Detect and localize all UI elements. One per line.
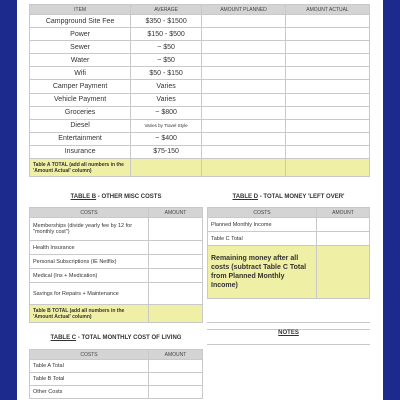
amount-actual-cell[interactable] — [286, 106, 370, 119]
average-value: Varies by Travel Style — [131, 119, 202, 132]
table-b-title-prefix: TABLE B — [70, 194, 97, 200]
amount-cell[interactable] — [149, 241, 203, 255]
table-row — [30, 54, 370, 67]
table-a-total-actual-cell[interactable] — [286, 159, 370, 177]
cost-label: Medical (Ins + Medication) — [30, 269, 149, 283]
cost-label: Other Costs — [30, 386, 149, 399]
item-label: Power — [30, 28, 131, 41]
table-row — [30, 218, 203, 241]
average-value: ~ $800 — [131, 106, 202, 119]
table-d-total-row — [208, 246, 370, 299]
table-b-header-amount: AMOUNT — [149, 208, 203, 218]
amount-cell[interactable] — [149, 283, 203, 305]
average-value: $350 - $1500 — [131, 15, 202, 28]
cost-label: Personal Subscriptions (IE Netflix) — [30, 255, 149, 269]
amount-cell[interactable] — [149, 255, 203, 269]
amount-actual-cell[interactable] — [286, 132, 370, 145]
item-label: Camper Payment — [30, 80, 131, 93]
table-c-title-prefix: TABLE C — [50, 335, 77, 341]
cost-label: Planned Monthly Income — [208, 218, 317, 232]
amount-actual-cell[interactable] — [286, 67, 370, 80]
budget-worksheet-page — [17, 0, 383, 400]
table-a-total-label: Table A TOTAL (add all numbers in the 'Amount Actual' column) — [30, 159, 131, 177]
average-value: ~ $50 — [131, 54, 202, 67]
table-b-title — [29, 194, 203, 200]
table-row — [30, 119, 370, 132]
item-label: Vehicle Payment — [30, 93, 131, 106]
table-row — [30, 93, 370, 106]
average-value: $75-150 — [131, 145, 202, 158]
average-value: $150 - $500 — [131, 28, 202, 41]
amount-planned-cell[interactable] — [201, 119, 285, 132]
table-a-header-amount-actual: AMOUNT ACTUAL — [286, 5, 370, 15]
table-b-total-row — [30, 305, 203, 323]
table-d-header-amount: AMOUNT — [317, 208, 370, 218]
table-row — [30, 80, 370, 93]
amount-actual-cell[interactable] — [286, 80, 370, 93]
amount-actual-cell[interactable] — [286, 54, 370, 67]
table-c-header-row — [30, 350, 203, 360]
notes-area[interactable] — [207, 344, 370, 400]
amount-planned-cell[interactable] — [201, 80, 285, 93]
table-row — [30, 269, 203, 283]
item-label: Entertainment — [30, 132, 131, 145]
table-d-total-label: Remaining money after all costs (subtract Table C Total from Planned Monthly Income) — [208, 246, 317, 299]
table-row — [30, 360, 203, 373]
item-label: Diesel — [30, 119, 131, 132]
table-b-header-costs: COSTS — [30, 208, 149, 218]
table-row — [30, 255, 203, 269]
table-row — [30, 67, 370, 80]
amount-cell[interactable] — [149, 218, 203, 241]
amount-cell[interactable] — [317, 218, 370, 232]
table-row — [30, 145, 370, 158]
table-a-header-item: ITEM — [30, 5, 131, 15]
table-d-title-prefix: TABLE D — [232, 194, 259, 200]
amount-planned-cell[interactable] — [201, 132, 285, 145]
amount-planned-cell[interactable] — [201, 93, 285, 106]
cost-label: Savings for Repairs + Maintenance — [30, 283, 149, 305]
cost-label: Health Insurance — [30, 241, 149, 255]
table-a-total-row — [30, 159, 370, 177]
cost-label: Table C Total — [208, 232, 317, 246]
table-a-header-row — [30, 5, 370, 15]
table-d-money-left-over — [207, 207, 370, 299]
table-d-total-amount-cell[interactable] — [317, 246, 370, 299]
amount-planned-cell[interactable] — [201, 67, 285, 80]
table-c-title — [29, 335, 203, 341]
average-value: Varies — [131, 80, 202, 93]
table-row — [30, 283, 203, 305]
table-c-header-costs: COSTS — [30, 350, 149, 360]
average-value: ~ $50 — [131, 41, 202, 54]
table-d-title-rest: - TOTAL MONEY 'LEFT OVER' — [258, 194, 345, 200]
table-row — [30, 15, 370, 28]
average-value: $50 - $150 — [131, 67, 202, 80]
table-d-title — [207, 194, 370, 200]
amount-cell[interactable] — [149, 386, 203, 399]
table-c-title-rest: - TOTAL MONTHLY COST OF LIVING — [76, 335, 182, 341]
table-row — [30, 28, 370, 41]
table-b-misc-costs — [29, 207, 203, 323]
table-c-monthly-cost-of-living — [29, 349, 203, 399]
table-a-total-planned-cell[interactable] — [201, 159, 285, 177]
notes-title — [207, 330, 370, 336]
amount-planned-cell[interactable] — [201, 145, 285, 158]
table-d-header-row — [208, 208, 370, 218]
amount-cell[interactable] — [149, 373, 203, 386]
table-row — [208, 232, 370, 246]
amount-cell[interactable] — [149, 360, 203, 373]
cost-label: Table A Total — [30, 360, 149, 373]
amount-planned-cell[interactable] — [201, 54, 285, 67]
amount-planned-cell[interactable] — [201, 15, 285, 28]
item-label: Groceries — [30, 106, 131, 119]
divider — [207, 322, 370, 323]
average-value: ~ $400 — [131, 132, 202, 145]
amount-planned-cell[interactable] — [201, 28, 285, 41]
table-a-monthly-costs — [29, 4, 370, 177]
amount-actual-cell[interactable] — [286, 41, 370, 54]
table-a-header-average: AVERAGE — [131, 5, 202, 15]
table-b-header-row — [30, 208, 203, 218]
amount-actual-cell[interactable] — [286, 28, 370, 41]
amount-actual-cell[interactable] — [286, 93, 370, 106]
item-label: Wifi — [30, 67, 131, 80]
amount-planned-cell[interactable] — [201, 41, 285, 54]
table-b-total-amount-cell[interactable] — [149, 305, 203, 323]
cost-label: Memberships (divide yearly fee by 12 for "monthly cost") — [30, 218, 149, 241]
table-row — [30, 386, 203, 399]
table-row — [30, 132, 370, 145]
amount-cell[interactable] — [317, 232, 370, 246]
table-row — [30, 373, 203, 386]
table-b-total-label: Table B TOTAL (add all numbers in the 'Amount Actual' column) — [30, 305, 149, 323]
cost-label: Table B Total — [30, 373, 149, 386]
notes-title-text: NOTES — [278, 330, 299, 336]
table-a-header-amount-planned: AMOUNT PLANNED — [201, 5, 285, 15]
table-row — [30, 241, 203, 255]
amount-actual-cell[interactable] — [286, 119, 370, 132]
table-a-total-average-cell — [131, 159, 202, 177]
item-label: Water — [30, 54, 131, 67]
amount-actual-cell[interactable] — [286, 145, 370, 158]
item-label: Insurance — [30, 145, 131, 158]
table-row — [30, 106, 370, 119]
table-d-header-costs: COSTS — [208, 208, 317, 218]
amount-cell[interactable] — [149, 269, 203, 283]
table-c-header-amount: AMOUNT — [149, 350, 203, 360]
average-value: Varies — [131, 93, 202, 106]
item-label: Campground Site Fee — [30, 15, 131, 28]
amount-actual-cell[interactable] — [286, 15, 370, 28]
table-b-title-rest: - OTHER MISC COSTS — [96, 194, 162, 200]
table-row — [30, 41, 370, 54]
table-row — [208, 218, 370, 232]
item-label: Sewer — [30, 41, 131, 54]
amount-planned-cell[interactable] — [201, 106, 285, 119]
